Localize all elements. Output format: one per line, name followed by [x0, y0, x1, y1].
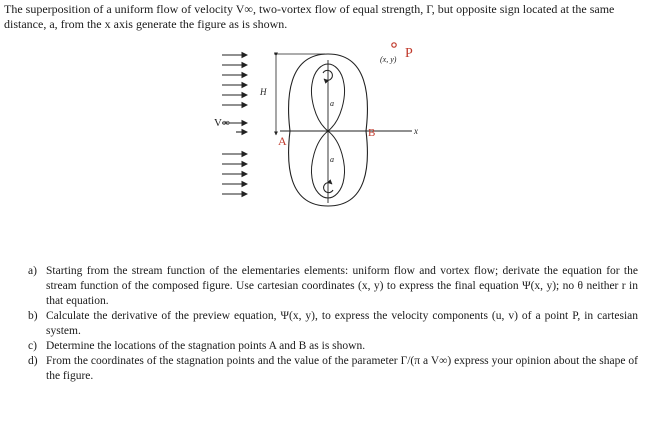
- label-h: H: [260, 87, 267, 97]
- point-p-marker: [392, 43, 396, 47]
- question-item: [28, 264, 638, 309]
- question-label: d): [28, 355, 38, 367]
- question-item: [28, 354, 638, 384]
- question-item: [28, 339, 638, 354]
- label-a-lower: a: [330, 155, 334, 164]
- label-p: P: [405, 46, 413, 61]
- question-label: c): [28, 340, 37, 352]
- label-a-upper: a: [330, 99, 334, 108]
- label-v-infinity: V∞: [214, 117, 230, 129]
- label-stagnation-a: A: [278, 134, 287, 148]
- flow-figure: [200, 38, 440, 253]
- question-text: Starting from the stream function of the elementaries elements: uniform flow and vortex flow; derivate the equation for the stream function of the composed figure. Use cartesian coordinates (x, y) to express the final equation Ψ(x, y); no θ neither r in that equation.: [46, 265, 638, 307]
- label-x: x: [414, 126, 418, 136]
- question-item: [28, 309, 638, 339]
- label-p-coords: (x, y): [380, 55, 397, 64]
- label-stagnation-b: B: [368, 127, 376, 139]
- question-text: From the coordinates of the stagnation points and the value of the parameter Γ/(π a V∞) express your opinion about the shape of the figure.: [46, 355, 638, 382]
- question-label: b): [28, 310, 38, 322]
- question-list: [28, 264, 638, 384]
- problem-statement: The superposition of a uniform flow of velocity V∞, two-vortex flow of equal strength, Γ, but opposite sign located at the same distance, a, from the x axis generate the figure as is shown.: [4, 2, 615, 31]
- question-label: a): [28, 265, 37, 277]
- question-text: Determine the locations of the stagnation points A and B as is shown.: [46, 340, 366, 352]
- question-text: Calculate the derivative of the preview equation, Ψ(x, y), to express the velocity components (u, v) of a point P, in cartesian system.: [46, 310, 638, 337]
